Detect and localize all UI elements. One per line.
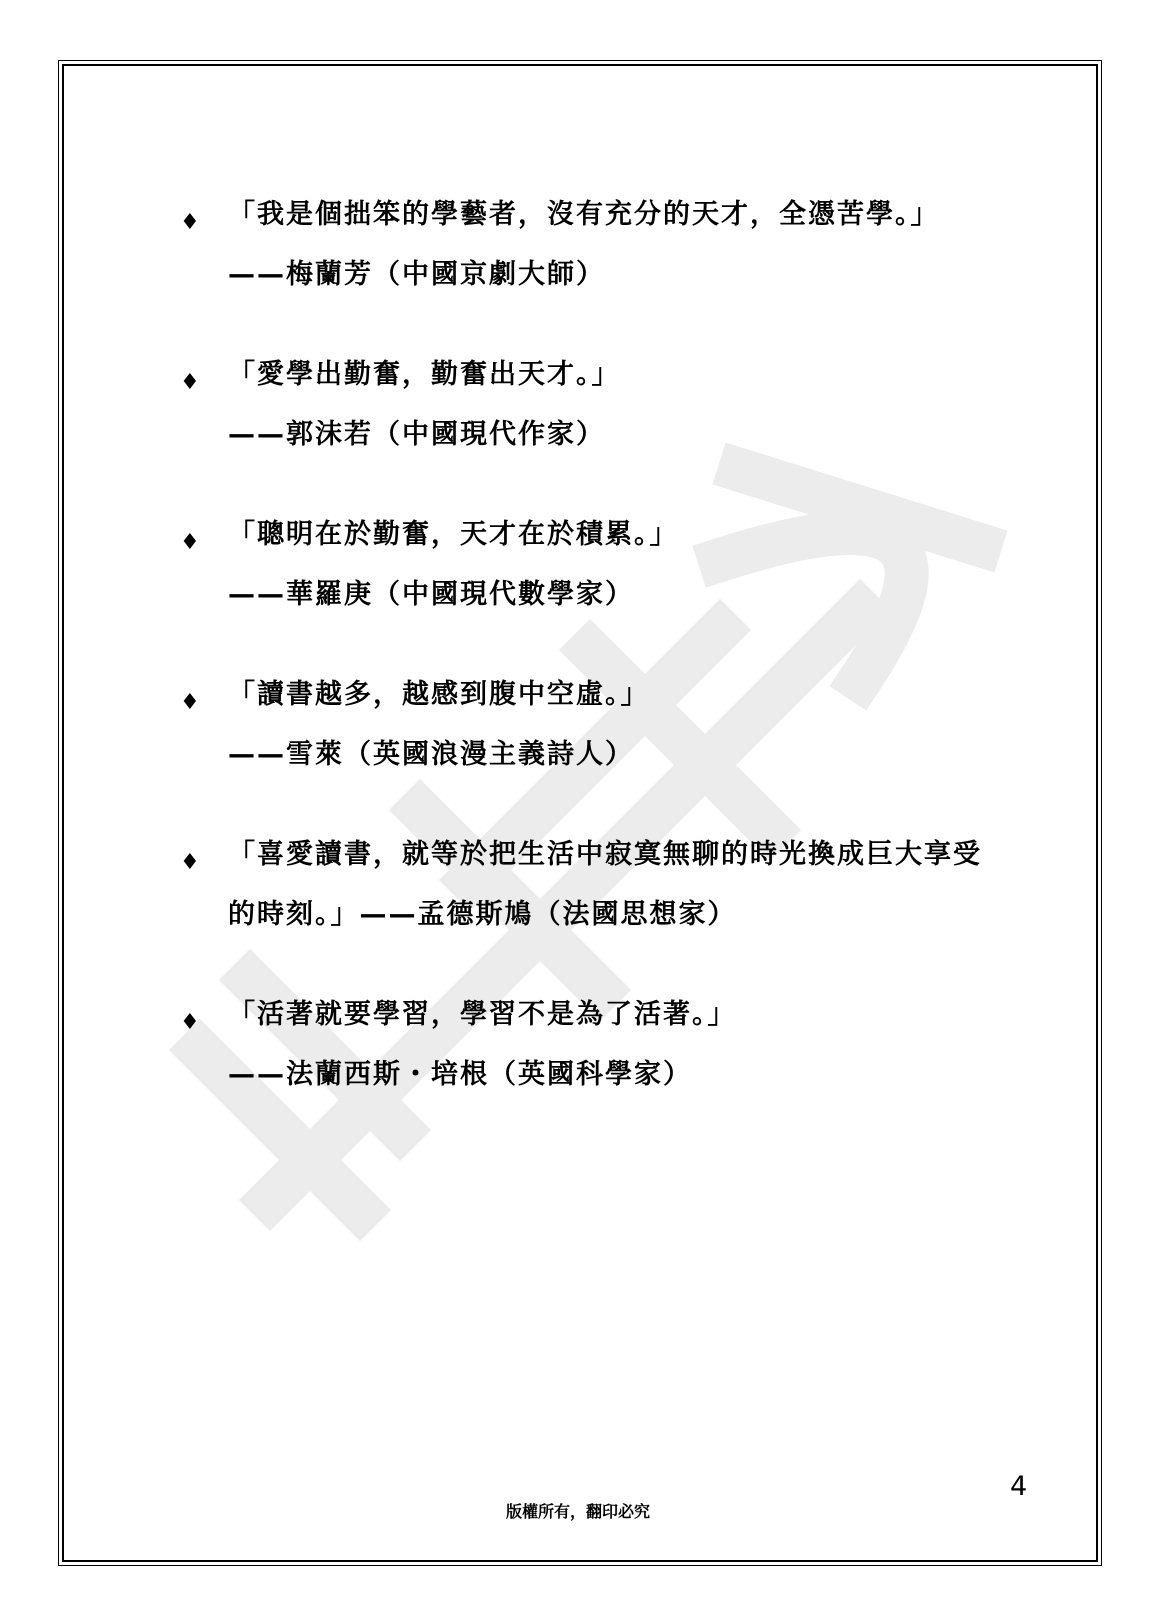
diamond-bullet-icon: ♦ xyxy=(180,530,200,555)
diamond-bullet-icon: ♦ xyxy=(180,850,200,875)
quote-text: 「活著就要學習，學習不是為了活著。」 xyxy=(228,999,737,1030)
quote-attribution: ——梅蘭芳（中國京劇大師） xyxy=(228,259,605,290)
quote-attribution: ——雪萊（英國浪漫主義詩人） xyxy=(228,739,634,770)
diamond-bullet-icon: ♦ xyxy=(180,210,200,235)
quote-text: 「喜愛讀書，就等於把生活中寂寞無聊的時光換成巨大享受 xyxy=(228,839,982,870)
quote-attribution: ——華羅庚（中國現代數學家） xyxy=(228,579,634,610)
quote-text: 「讀書越多，越感到腹中空虛。」 xyxy=(228,679,650,710)
quote-text: 「我是個拙笨的學藝者，沒有充分的天才，全憑苦學。」 xyxy=(228,199,940,230)
diamond-bullet-icon: ♦ xyxy=(180,690,200,715)
diamond-bullet-icon: ♦ xyxy=(180,370,200,395)
quote-text: 「愛學出勤奮，勤奮出天才。」 xyxy=(228,359,621,390)
quote-attribution: 的時刻。」——孟德斯鳩（法國思想家） xyxy=(228,899,737,930)
page-number: 4 xyxy=(1010,1471,1028,1502)
quote-text: 「聰明在於勤奮，天才在於積累。」 xyxy=(228,519,679,550)
quote-attribution: ——郭沫若（中國現代作家） xyxy=(228,419,605,450)
diamond-bullet-icon: ♦ xyxy=(180,1010,200,1035)
quote-attribution: ——法蘭西斯・培根（英國科學家） xyxy=(228,1059,692,1090)
copyright-footer: 版權所有，翻印必究 xyxy=(505,1502,650,1521)
